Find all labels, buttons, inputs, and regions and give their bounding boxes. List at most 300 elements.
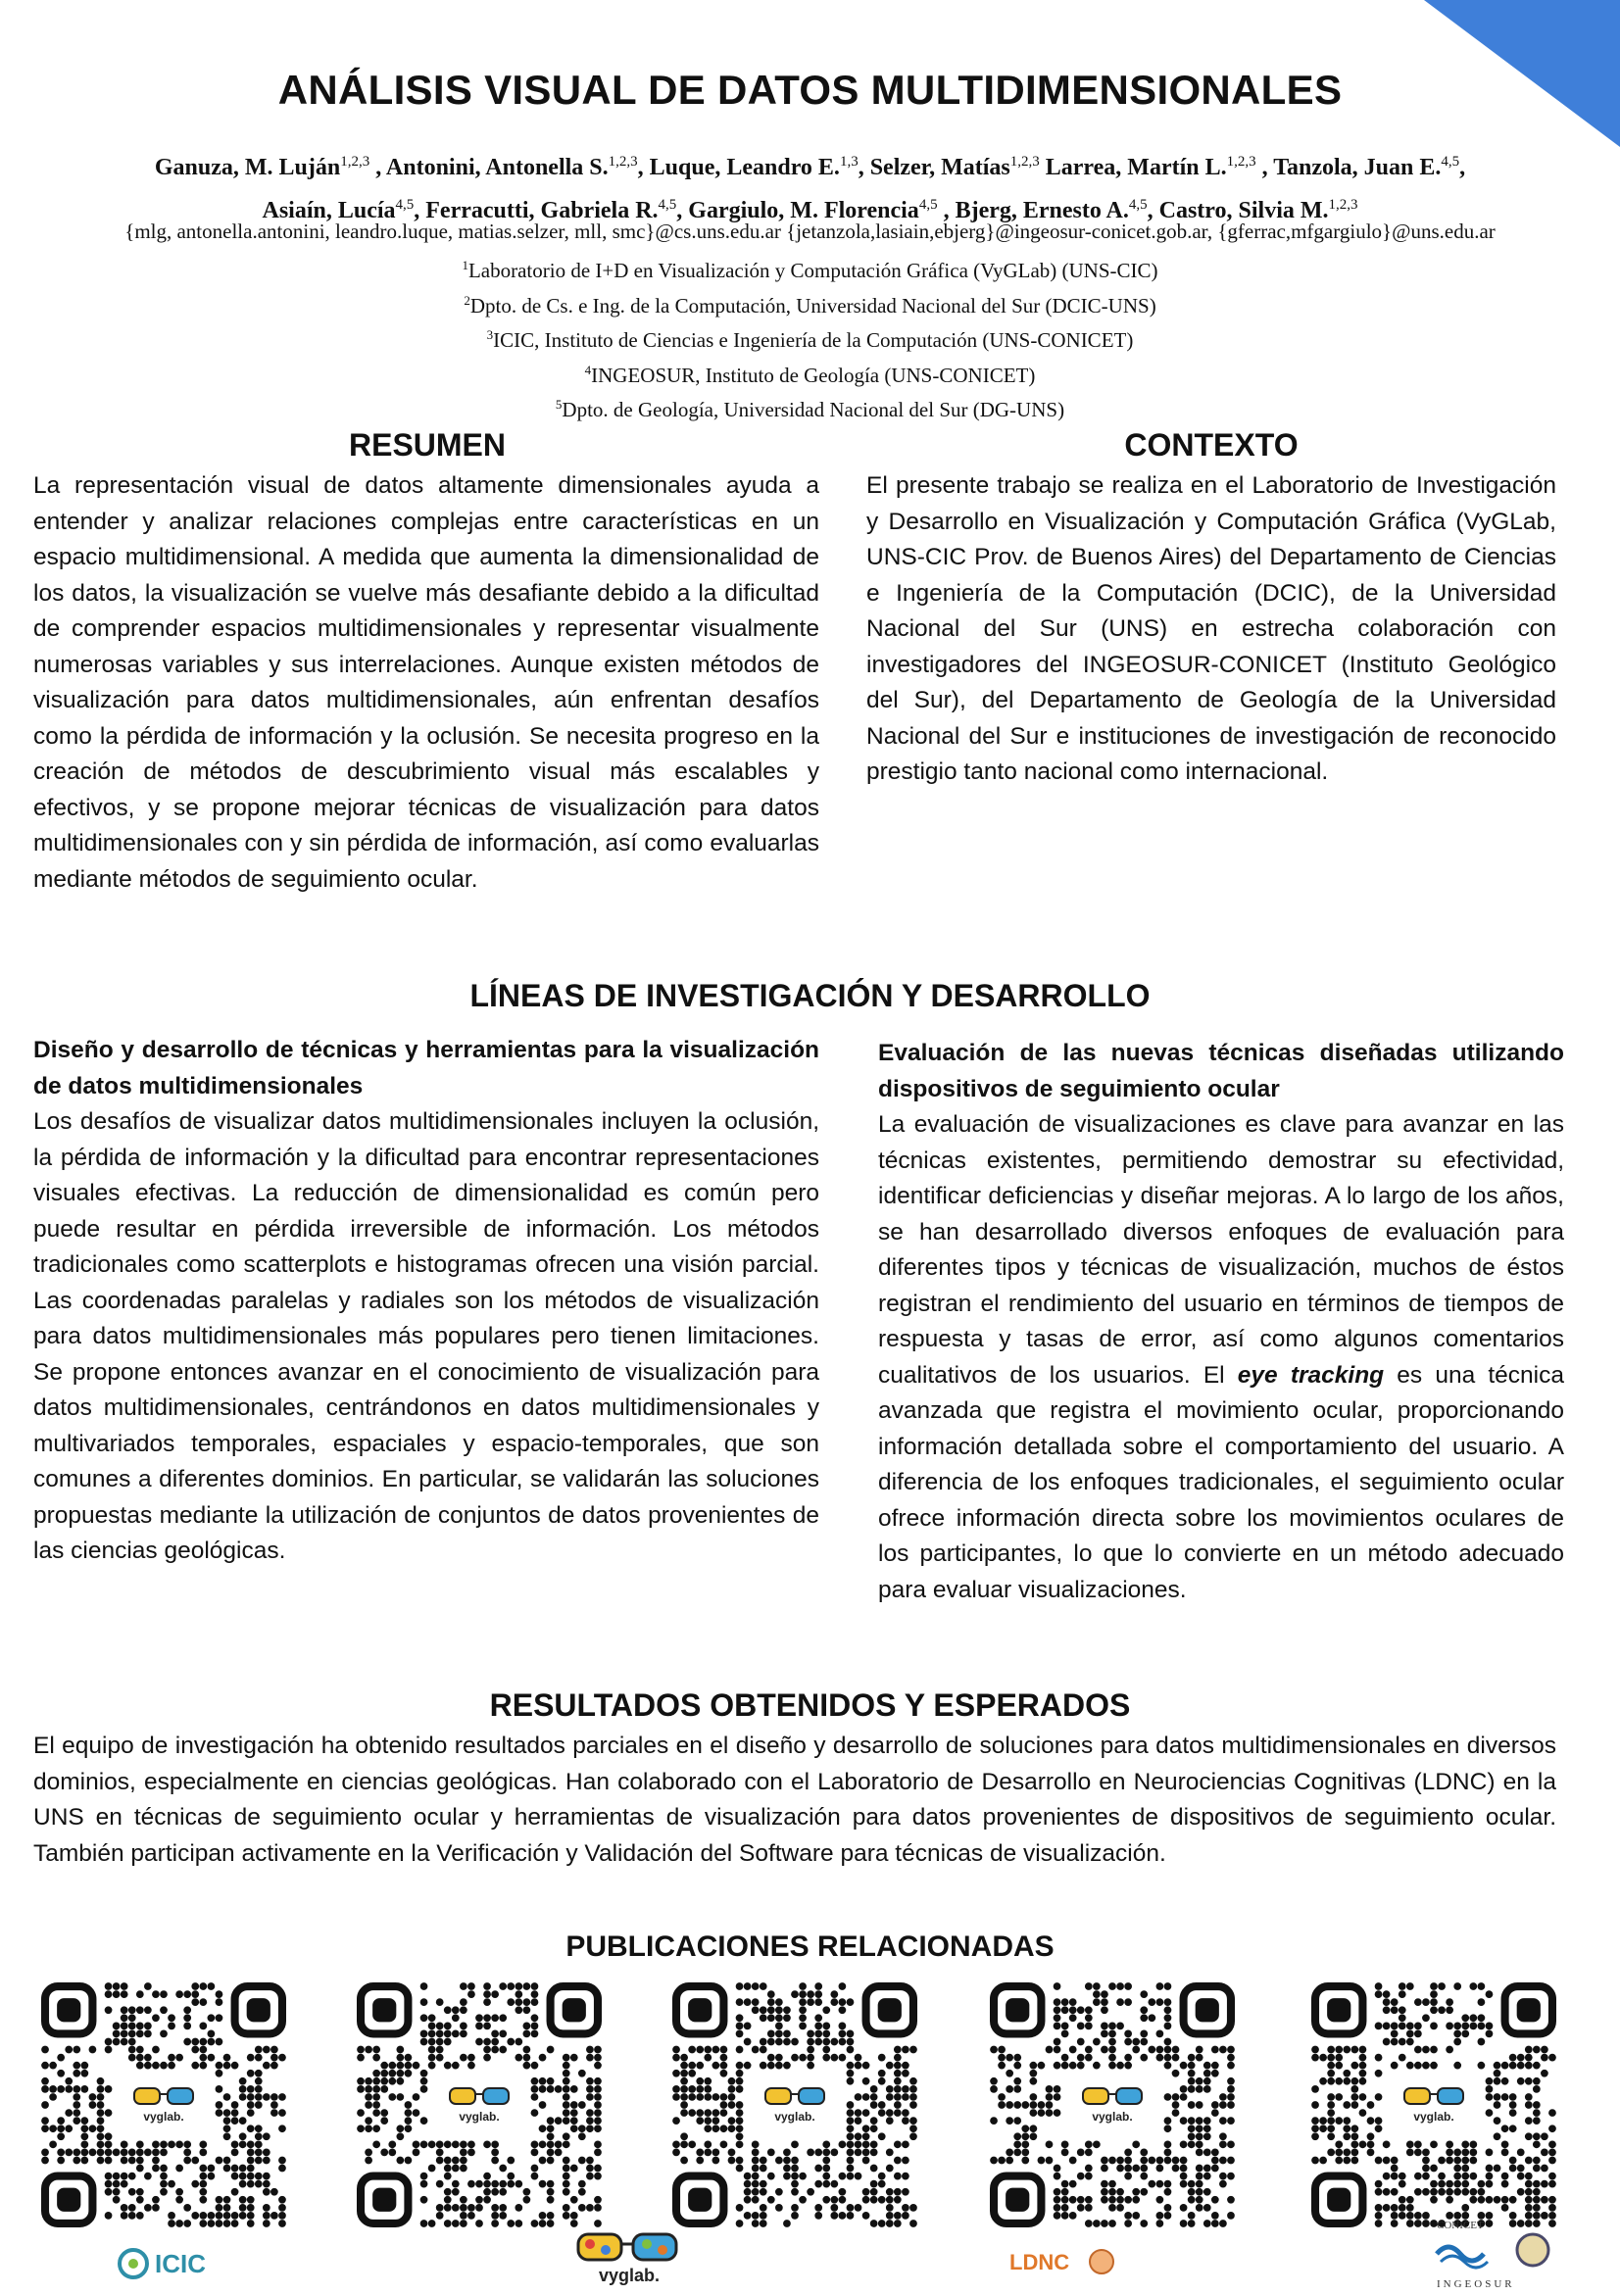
qr-dot [594,2054,602,2062]
qr-dot [563,2070,570,2077]
qr-dot [1375,1982,1383,1990]
author-name: Asiaín, Lucía [262,198,396,223]
qr-dot [1548,2157,1556,2165]
qr-dot [563,2109,570,2117]
qr-dot [1391,2188,1399,2196]
qr-dot [523,2188,531,2196]
qr-dot [1013,2085,1021,2093]
qr-dot [736,2085,744,2093]
qr-dot [223,2062,231,2070]
qr-dot [720,2046,728,2054]
author-separator: , [676,198,689,223]
qr-dot [894,2157,902,2165]
qr-dot [199,2062,207,2070]
qr-dot [105,2188,113,2196]
qr-dot [563,2140,570,2148]
qr-dot [255,2093,263,2101]
qr-dot [1101,2220,1108,2227]
qr-dot [263,2188,270,2196]
qr-dot [57,2085,65,2093]
qr-dot [728,2101,736,2109]
qr-dot [144,2173,152,2180]
qr-dot [1172,2054,1180,2062]
qr-dot [1430,2188,1438,2196]
qr-dot [1367,2101,1375,2109]
qr-dot [1188,2077,1196,2085]
qr-dot [704,2140,712,2148]
qr-dot [990,2157,998,2165]
qr-dot [1203,2173,1211,2180]
qr-dot [97,2109,105,2117]
qr-dot [278,2093,286,2101]
qr-dot [372,2101,380,2109]
qr-dot [199,2220,207,2227]
qr-dot [255,2149,263,2157]
qr-dot [1188,2180,1196,2188]
qr-dot [736,2220,744,2227]
qr-dot [1533,2196,1541,2204]
qr-dot [547,2220,555,2227]
qr-dot [460,2157,467,2165]
qr-dot [1438,2157,1446,2165]
qr-dot [696,2085,704,2093]
qr-dot [1211,2220,1219,2227]
qr-dot [1054,2212,1061,2220]
qr-dot [862,2077,870,2085]
qr-dot [847,2149,855,2157]
qr-dot [160,2165,168,2173]
qr-dot [1383,2157,1391,2165]
qr-dot [1219,2157,1227,2165]
qr-dot [1446,2157,1453,2165]
qr-dot [420,2180,428,2188]
qr-dot [1414,2173,1422,2180]
qr-dot [1367,2117,1375,2125]
qr-dot [1375,2212,1383,2220]
icic-logo [116,2244,253,2283]
qr-dot [855,2109,862,2117]
qr-dot [704,2125,712,2132]
qr-dot [570,2220,578,2227]
qr-dot [767,1998,775,2006]
affiliation-line [0,390,1620,425]
qr-dot [902,2062,909,2070]
qr-dot [1469,2022,1477,2029]
qr-dot [1541,2165,1548,2173]
qr-dot [467,2149,475,2157]
qr-dot [1548,2140,1556,2148]
qr-dot [1069,2046,1077,2054]
qr-dot [499,2165,507,2173]
qr-dot [452,2157,460,2165]
qr-dot [452,2030,460,2038]
qr-dot [744,2062,752,2070]
qr-dot [1227,2046,1235,2054]
qr-finder-core [688,1998,712,2022]
qr-dot [80,2085,88,2093]
qr-dot [1517,2062,1525,2070]
qr-dot [594,2109,602,2117]
qr-dot [1219,2101,1227,2109]
qr-dot [736,2204,744,2212]
qr-dot [1446,2180,1453,2188]
qr-dot [460,2140,467,2148]
qr-dot [89,2093,97,2101]
qr-dot [1180,2173,1188,2180]
qr-dot [1172,2070,1180,2077]
qr-dot [1319,2117,1327,2125]
qr-dot [1525,2062,1533,2070]
qr-dot [855,2054,862,2062]
qr-dot [886,2085,894,2093]
qr-dot [239,2077,247,2085]
qr-code-1[interactable] [41,1982,286,2227]
qr-dot [886,2109,894,2117]
qr-dot [499,2180,507,2188]
affiliation-text: INGEOSUR, Instituto de Geología (UNS-CONICET) [591,363,1036,387]
qr-dot [365,2077,372,2085]
qr-dot [1085,2149,1093,2157]
qr-dot [870,2117,878,2125]
qr-dot [736,2157,744,2165]
qr-dot [894,2046,902,2054]
qr-dot [775,2038,783,2046]
qr-dot [1391,2157,1399,2165]
qr-dot [1533,2101,1541,2109]
qr-dot [420,2173,428,2180]
qr-dot [728,2149,736,2157]
qr-dot [41,2117,49,2125]
qr-code-5[interactable] [1311,1982,1556,2227]
qr-dot [1438,2180,1446,2188]
qr-dot [428,2022,436,2029]
qr-dot [1108,2188,1116,2196]
qr-dot [405,2062,413,2070]
qr-dot [555,2117,563,2125]
qr-dot [483,2180,491,2188]
qr-dot [902,2140,909,2148]
qr-dot [783,2157,791,2165]
qr-dot [420,2196,428,2204]
qr-dot [594,2165,602,2173]
qr-dot [1327,2054,1335,2062]
qr-dot [65,2149,73,2157]
affiliation-number: 4 [584,362,592,377]
qr-code-4[interactable] [990,1982,1235,2227]
qr-dot [1101,2188,1108,2196]
qr-dot [847,2070,855,2077]
ldnc-logo [1009,2244,1117,2279]
qr-dot [839,1998,847,2006]
qr-dot [460,2165,467,2173]
qr-dot [1203,2204,1211,2212]
qr-dot [460,2196,467,2204]
qr-dot [1548,2109,1556,2117]
qr-dot [136,2165,144,2173]
qr-dot [807,2038,814,2046]
qr-dot [886,2149,894,2157]
qr-dot [563,2188,570,2196]
qr-dot [452,2180,460,2188]
qr-dot [208,2014,216,2022]
qr-dot [128,2038,136,2046]
qr-dot [1101,1990,1108,1998]
qr-dot [736,2132,744,2140]
qr-dot [1180,2180,1188,2188]
qr-dot [105,2180,113,2188]
qr-dot [1211,2149,1219,2157]
qr-dot [531,1982,539,1990]
qr-dot [878,2077,886,2085]
qr-code-3[interactable] [672,1982,917,2227]
qr-dot [563,2062,570,2070]
qr-dot [531,2220,539,2227]
resumen-heading: RESUMEN [348,427,506,463]
qr-dot [822,2140,830,2148]
qr-dot [1164,2180,1172,2188]
qr-dot [563,2101,570,2109]
qr-dot [578,2125,586,2132]
qr-dot [886,2188,894,2196]
qr-dot [255,2132,263,2140]
qr-dot [862,2140,870,2148]
qr-dot [555,2149,563,2157]
qr-dot [1501,2149,1509,2157]
qr-dot [523,2030,531,2038]
qr-dot [570,2117,578,2125]
qr-dot [1085,1982,1093,1990]
qr-dot [1054,2014,1061,2022]
qr-dot [1335,2093,1343,2101]
qr-dot [1422,2157,1430,2165]
qr-dot [894,2220,902,2227]
qr-dot [97,2132,105,2140]
qr-dot [357,2125,365,2132]
qr-dot [255,2173,263,2180]
qr-dot [1172,2157,1180,2165]
qr-dot [247,2093,255,2101]
resultados-body: El equipo de investigación ha obtenido resultados parciales en el diseño y desarrollo de soluciones para datos multidimensionales en diversos dominios, especialmente en ciencias geológicas. Han colaborado con el Laboratorio de Desarrollo en Neurociencias Cognitivas (LDNC) en la UNS en técnicas de seguimiento ocular y herramientas de visualización para datos provenientes de dispositivos de seguimiento ocular. También participan activamente en la Verificación y Validación del Software para técnicas de visualización. [33,1733,1556,1867]
qr-dot [49,2125,57,2132]
qr-dot [247,2140,255,2148]
qr-dot [878,2220,886,2227]
qr-dot [1085,2165,1093,2173]
qr-dot [113,2149,121,2157]
qr-dot [1069,2014,1077,2022]
qr-dot [870,2188,878,2196]
qr-dot [396,2125,404,2132]
qr-dot [452,2188,460,2196]
qr-dot [1469,2140,1477,2148]
qr-dot [467,2140,475,2148]
qr-dot [807,1998,814,2006]
qr-dot [1533,2132,1541,2140]
qr-dot [231,2140,239,2148]
qr-dot [728,2085,736,2093]
qr-dot [1494,2132,1501,2140]
qr-dot [1069,2006,1077,2014]
qr-dot [365,2046,372,2054]
qr-dot [491,2030,499,2038]
qr-dot [531,2062,539,2070]
qr-dot [1311,2125,1319,2132]
qr-dot [847,2038,855,2046]
qr-dot [1453,2022,1461,2029]
qr-dot [405,2109,413,2117]
qr-dot [278,2109,286,2117]
qr-dot [760,2188,767,2196]
qr-dot [1006,2054,1013,2062]
qr-dot [365,2157,372,2165]
qr-dot [760,1982,767,1990]
qr-dot [886,2117,894,2125]
qr-dot [539,2085,547,2093]
qr-dot [428,2046,436,2054]
qr-dot [1501,2173,1509,2180]
qr-dot [160,2149,168,2157]
qr-dot [847,2117,855,2125]
qr-dot [1054,2022,1061,2029]
qr-dot [847,2157,855,2165]
qr-dot [902,2109,909,2117]
qr-dot [515,2220,522,2227]
qr-dot [1494,2165,1501,2173]
qr-dot [49,2085,57,2093]
qr-dot [1021,2125,1029,2132]
qr-dot [183,2006,191,2014]
qr-dot [1013,2132,1021,2140]
qr-dot [436,2157,444,2165]
qr-dot [507,2173,515,2180]
qr-dot [80,2125,88,2132]
qr-dot [1525,2196,1533,2204]
qr-dot [1359,2062,1367,2070]
qr-dot [531,2085,539,2093]
qr-dot [752,2157,760,2165]
qr-dot [128,2054,136,2062]
qr-dot [128,2022,136,2029]
qr-dot [1227,2196,1235,2204]
lineas-left-body: Los desafíos de visualizar datos multidimensionales incluyen la oclusión, la pérdida de información y la dificultad para encontrar representaciones visuales efectivas. La reducción de dimensionalidad es común pero puede resultar en pérdida irreversible de información. Los métodos tradicionales como scatterplots e histogramas ofrecen una visión parcial. Las coordenadas paralelas y radiales son los métodos de visualización para datos multidimensionales más populares pero tienen limitaciones. Se propone entonces avanzar en el conocimiento de visualización para datos multidimensionales, centrándonos en datos multidimensionales y multivariados temporales, espaciales y espacio-temporales, que son comunes a diferentes dominios. En particular, se validarán las soluciones propuestas mediante la utilización de conjuntos de datos provenientes de las ciencias geológicas. [33,1108,819,1564]
qr-dot [1399,2212,1406,2220]
qr-dot [1548,2204,1556,2212]
qr-dot [208,2165,216,2173]
qr-dot [121,2212,128,2220]
qr-dot [1108,2220,1116,2227]
qr-dot [578,2101,586,2109]
qr-dot [113,2022,121,2029]
qr-dot [578,2132,586,2140]
qr-dot [1422,2046,1430,2054]
qr-dot [1227,2173,1235,2180]
qr-dot [1148,2157,1155,2165]
resultados-heading: RESULTADOS OBTENIDOS Y ESPERADOS [489,1687,1131,1723]
qr-dot [523,2046,531,2054]
qr-dot [1541,2054,1548,2062]
qr-dot [239,2204,247,2212]
qr-dot [199,2038,207,2046]
qr-dot [775,2022,783,2029]
author-name: Ganuza, M. Luján [154,155,341,180]
qr-dot [783,2165,791,2173]
qr-dot [1101,1998,1108,2006]
qr-dot [696,2046,704,2054]
qr-dot [136,2046,144,2054]
qr-dot [255,2070,263,2077]
qr-dot [216,2204,223,2212]
qr-dot [136,2030,144,2038]
qr-dot [1469,2196,1477,2204]
qr-dot [680,2077,688,2085]
qr-dot [539,2125,547,2132]
qr-dot [160,2030,168,2038]
qr-dot [1501,2125,1509,2132]
qr-dot [531,2109,539,2117]
qr-dot [752,2220,760,2227]
qr-dot [89,2149,97,2157]
qr-dot [1478,2038,1486,2046]
qr-dot [444,2173,452,2180]
qr-dot [263,2204,270,2212]
qr-dot [712,2109,719,2117]
qr-code-2[interactable] [357,1982,602,2227]
qr-dot [1156,1998,1164,2006]
qr-dot [1124,2054,1132,2062]
qr-dot [1156,2157,1164,2165]
qr-finder-core [1327,1998,1350,2022]
qr-dot [1343,2157,1350,2165]
qr-dot [870,2165,878,2173]
qr-dot [878,2180,886,2188]
qr-dot [1124,2157,1132,2165]
qr-dot [1124,2220,1132,2227]
qr-dot [507,2180,515,2188]
qr-dot [515,1998,522,2006]
qr-dot [1093,2140,1101,2148]
qr-dot [499,2046,507,2054]
qr-dot [1525,2093,1533,2101]
qr-dot [1453,2157,1461,2165]
qr-dot [1327,2149,1335,2157]
qr-dot [65,2109,73,2117]
qr-dot [152,2196,160,2204]
qr-dot [144,2022,152,2029]
affiliation-number: 2 [464,292,470,308]
qr-dot [191,2212,199,2220]
qr-dot [712,2062,719,2070]
qr-dot [1461,2149,1469,2157]
lineas-heading: LÍNEAS DE INVESTIGACIÓN Y DESARROLLO [469,978,1151,1013]
qr-dot [444,2220,452,2227]
qr-dot [1453,1982,1461,1990]
qr-dot [523,2196,531,2204]
qr-dot [1533,2180,1541,2188]
qr-dot [1006,2157,1013,2165]
qr-dot [1061,2062,1069,2070]
qr-dot [594,2046,602,2054]
qr-dot [1311,2157,1319,2165]
qr-dot [1327,2101,1335,2109]
qr-dot [1501,2062,1509,2070]
qr-dot [1180,2220,1188,2227]
qr-dot [1375,1990,1383,1998]
affiliation-number: 5 [555,397,563,412]
qr-dot [570,2125,578,2132]
qr-dot [428,2165,436,2173]
qr-dot [1494,2196,1501,2204]
qr-dot [420,2220,428,2227]
qr-dot [570,2212,578,2220]
